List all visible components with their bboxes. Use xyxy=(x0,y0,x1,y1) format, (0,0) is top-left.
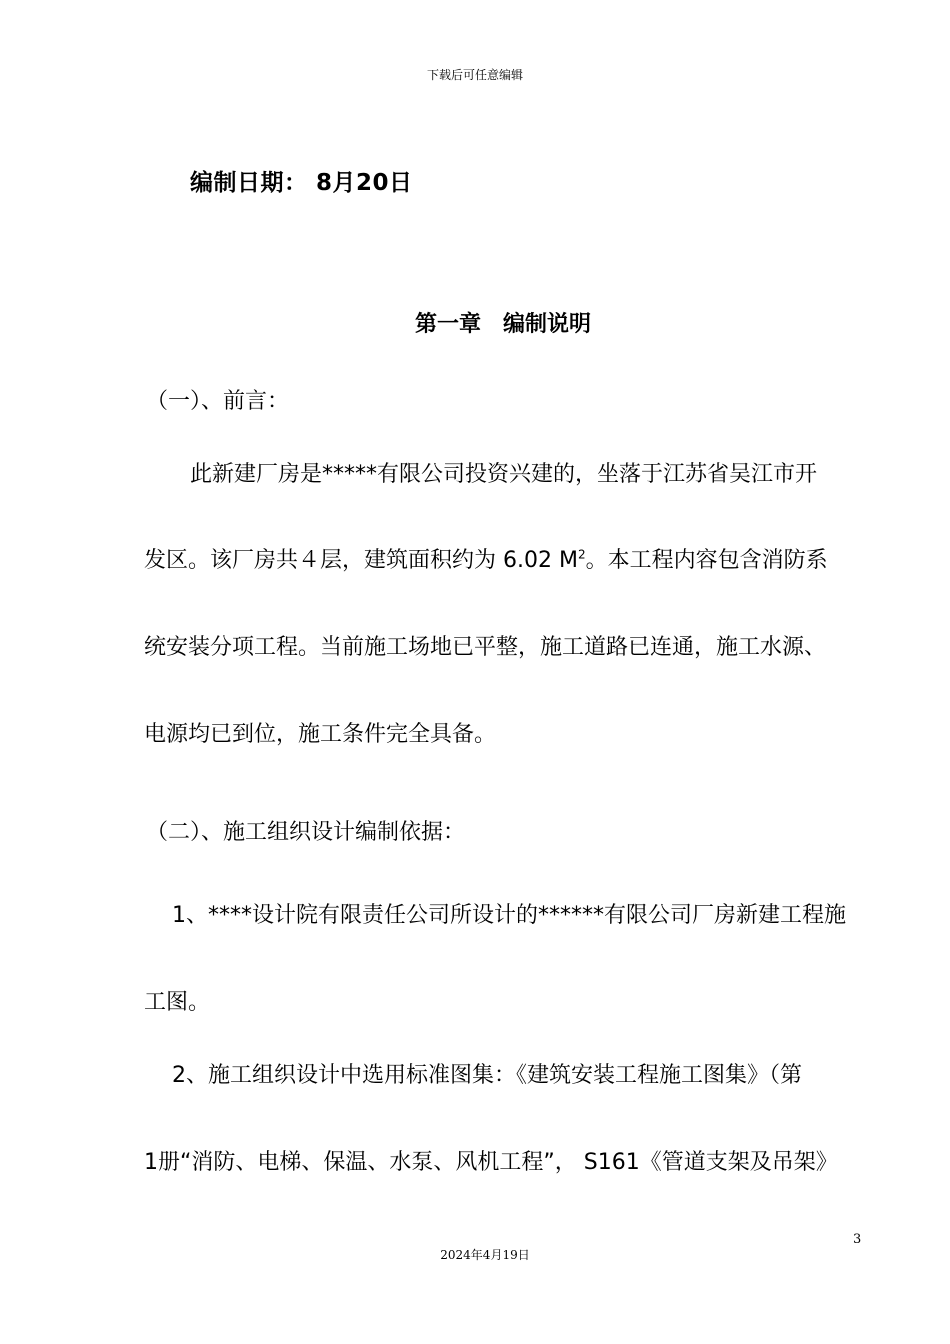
list-item-line: 2、施工组织设计中选用标准图集：《建筑安装工程施工图集》（第 xyxy=(172,1063,802,1088)
chapter-heading xyxy=(0,307,950,338)
list-item-line: 工图。 xyxy=(144,990,211,1015)
chapter-number: 第一章 xyxy=(414,311,481,337)
compile-date: 编制日期： 8月20日 xyxy=(190,170,413,196)
superscript: 2 xyxy=(577,547,586,562)
list-item-line: 1册“消防、电梯、保温、水泵、风机工程”， S161《管道支架及吊架》 xyxy=(144,1150,838,1175)
page-number: 3 xyxy=(853,1232,862,1247)
page-header-note: 下载后可任意编辑 xyxy=(426,68,523,82)
section-heading-preface: （一）、前言： xyxy=(146,389,290,414)
paragraph-line: 此新建厂房是*****有限公司投资兴建的，坐落于江苏省吴江市开 xyxy=(190,462,818,487)
paragraph-line: 发区。该厂房共４层，建筑面积约为 6.02 $M^2$。本工程内容包含消防系 xyxy=(144,547,828,573)
paragraph-line: 统安装分项工程。当前施工场地已平整，施工道路已连通，施工水源、 xyxy=(144,635,827,660)
footer-date: 2024年4月19日 xyxy=(440,1248,530,1262)
chapter-title: 编制说明 xyxy=(503,311,592,337)
section-heading-basis: （二）、施工组织设计编制依据： xyxy=(146,820,466,845)
list-item-line: 1、****设计院有限责任公司所设计的******有限公司厂房新建工程施 xyxy=(172,903,846,928)
paragraph-line: 电源均已到位，施工条件完全具备。 xyxy=(144,722,497,747)
